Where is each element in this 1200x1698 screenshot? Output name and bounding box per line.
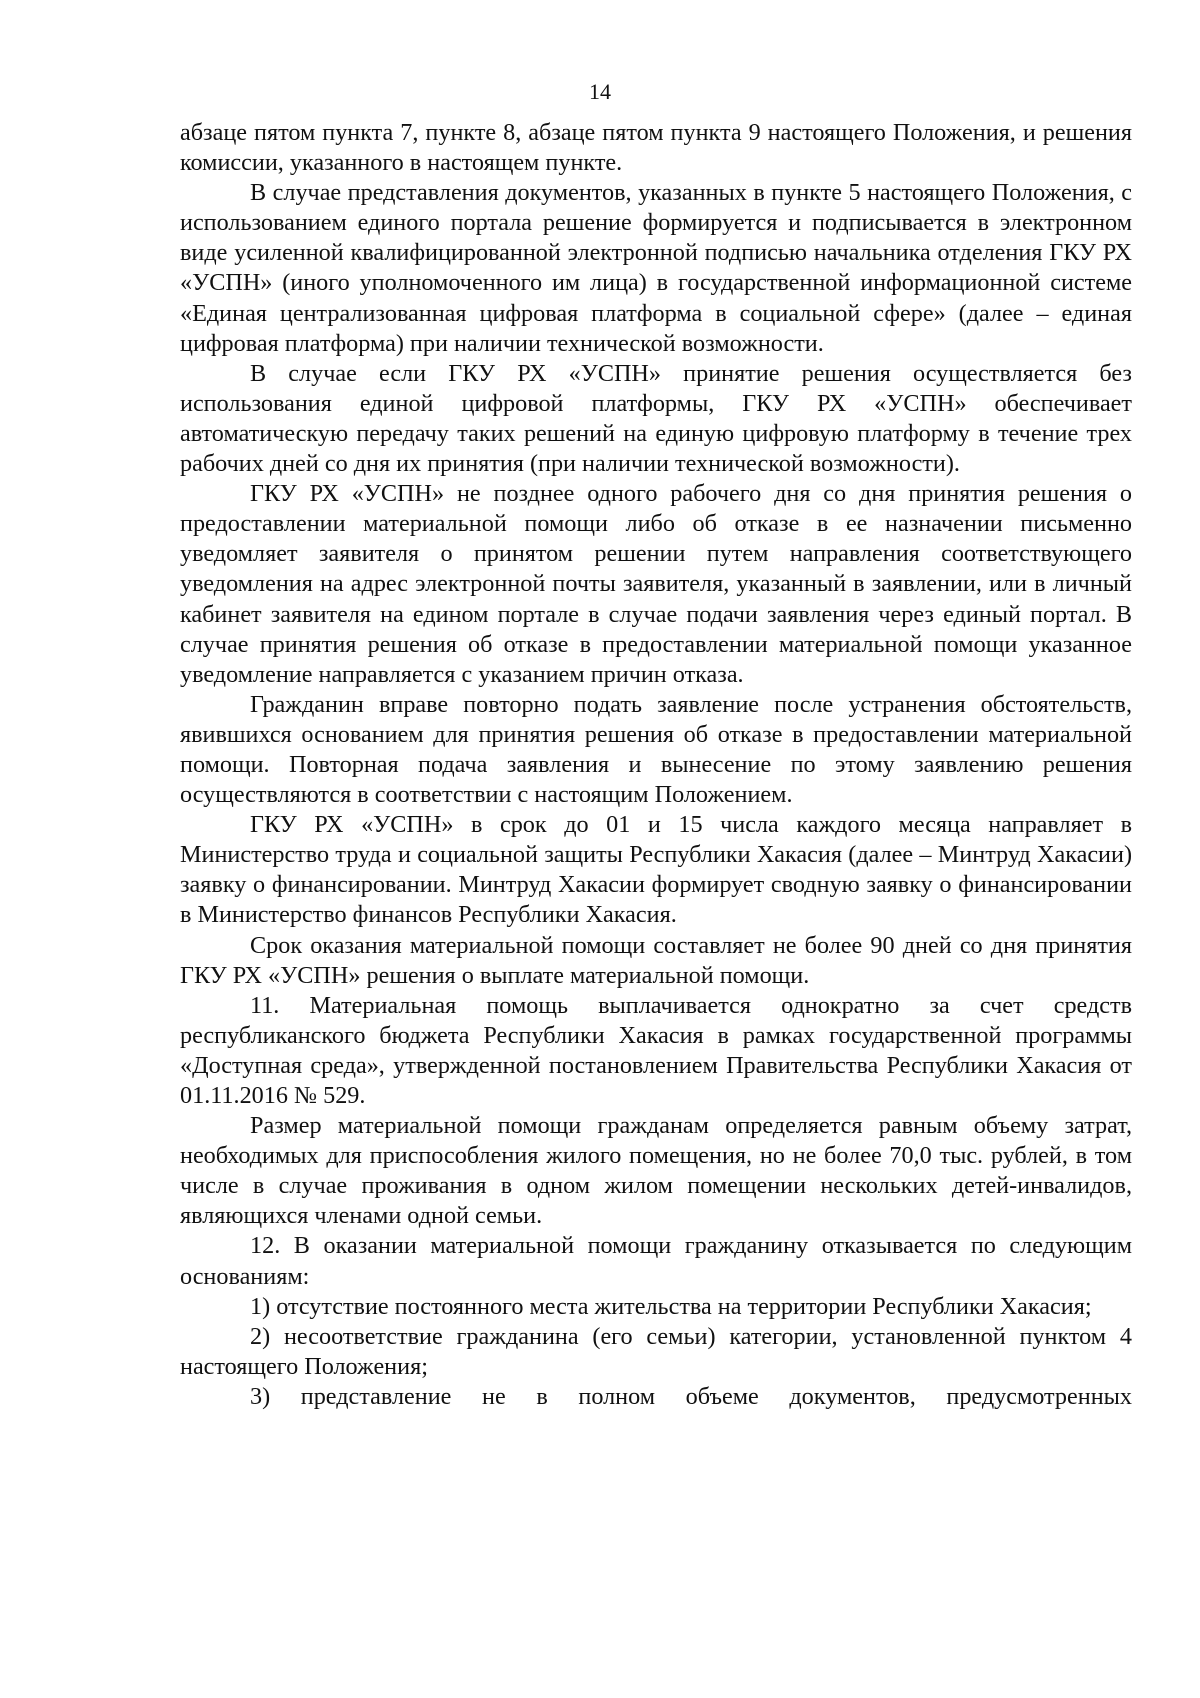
document-body [180,118,1132,1412]
paragraph: Размер материальной помощи гражданам определяется равным объему затрат, необходимых для приспособления жилого помещения, но не более 70,0 тыс. рублей, в том числе в случае проживания в одном жилом помещении нескольких детей-инвалидов, являющихся членами одной семьи. [180,1112,1132,1230]
list-item: 3) представление не в полном объеме документов, предусмотренных [250,1382,1132,1410]
list-item: 1) отсутствие постоянного места жительства на территории Республики Хакасия; [250,1292,1092,1320]
paragraph: Срок оказания материальной помощи составляет не более 90 дней со дня принятия ГКУ РХ «УСПН» решения о выплате материальной помощи. [180,931,1132,989]
page-number: 14 [589,79,611,104]
paragraph: В случае представления документов, указанных в пункте 5 настоящего Положения, с использованием единого портала решение формируется и подписывается в электронном виде усиленной квалифицированной электронной подписью начальника отделения ГКУ РХ «УСПН» (иного уполномоченного им лица) в государственной информационной системе «Единая централизованная цифровая платформа в социальной сфере» (далее – единая цифровая платформа) при наличии технической возможности. [180,179,1132,357]
paragraph: В случае если ГКУ РХ «УСПН» принятие решения осуществляется без использования единой цифровой платформы, ГКУ РХ «УСПН» обеспечивает автоматическую передачу таких решений на единую цифровую платформу в течение трех рабочих дней со дня их принятия (при наличии технической возможности). [180,359,1132,478]
list-item: 2) несоответствие гражданина (его семьи) категории, установленной пунктом 4 настоящего Положения; [180,1322,1132,1380]
paragraph: ГКУ РХ «УСПН» не позднее одного рабочего дня со дня принятия решения о предоставлении материальной помощи либо об отказе в ее назначении письменно уведомляет заявителя о принятом решении путем направления соответствующего уведомления на адрес электронной почты заявителя, указанный в заявлении, или в личный кабинет заявителя на едином портале в случае подачи заявления через единый портал. В случае принятия решения об отказе в предоставлении материальной помощи указанное уведомление направляется с указанием причин отказа. [180,480,1132,688]
paragraph: ГКУ РХ «УСПН» в срок до 01 и 15 числа каждого месяца направляет в Министерство труда и социальной защиты Республики Хакасия (далее – Минтруд Хакасии) заявку о финансировании. Минтруд Хакасии формирует сводную заявку о финансировании в Министерство финансов Республики Хакасия. [180,811,1132,929]
paragraph: Гражданин вправе повторно подать заявление после устранения обстоятельств, явившихся основанием для принятия решения об отказе в предоставлении материальной помощи. Повторная подача заявления и вынесение по этому заявлению решения осуществляются в соответствии с настоящим Положением. [180,690,1132,809]
paragraph-item-12: 12. В оказании материальной помощи гражданину отказывается по следующим основаниям: [180,1232,1132,1290]
paragraph-item-11: 11. Материальная помощь выплачивается однократно за счет средств республиканского бюджета Республики Хакасия в рамках государственной программы «Доступная среда», утвержденной постановлением Правительства Республики Хакасия от 01.11.2016 № 529. [180,991,1132,1109]
paragraph: абзаце пятом пункта 7, пункте 8, абзаце пятом пункта 9 настоящего Положения, и решения комиссии, указанного в настоящем пункте. [180,119,1132,177]
